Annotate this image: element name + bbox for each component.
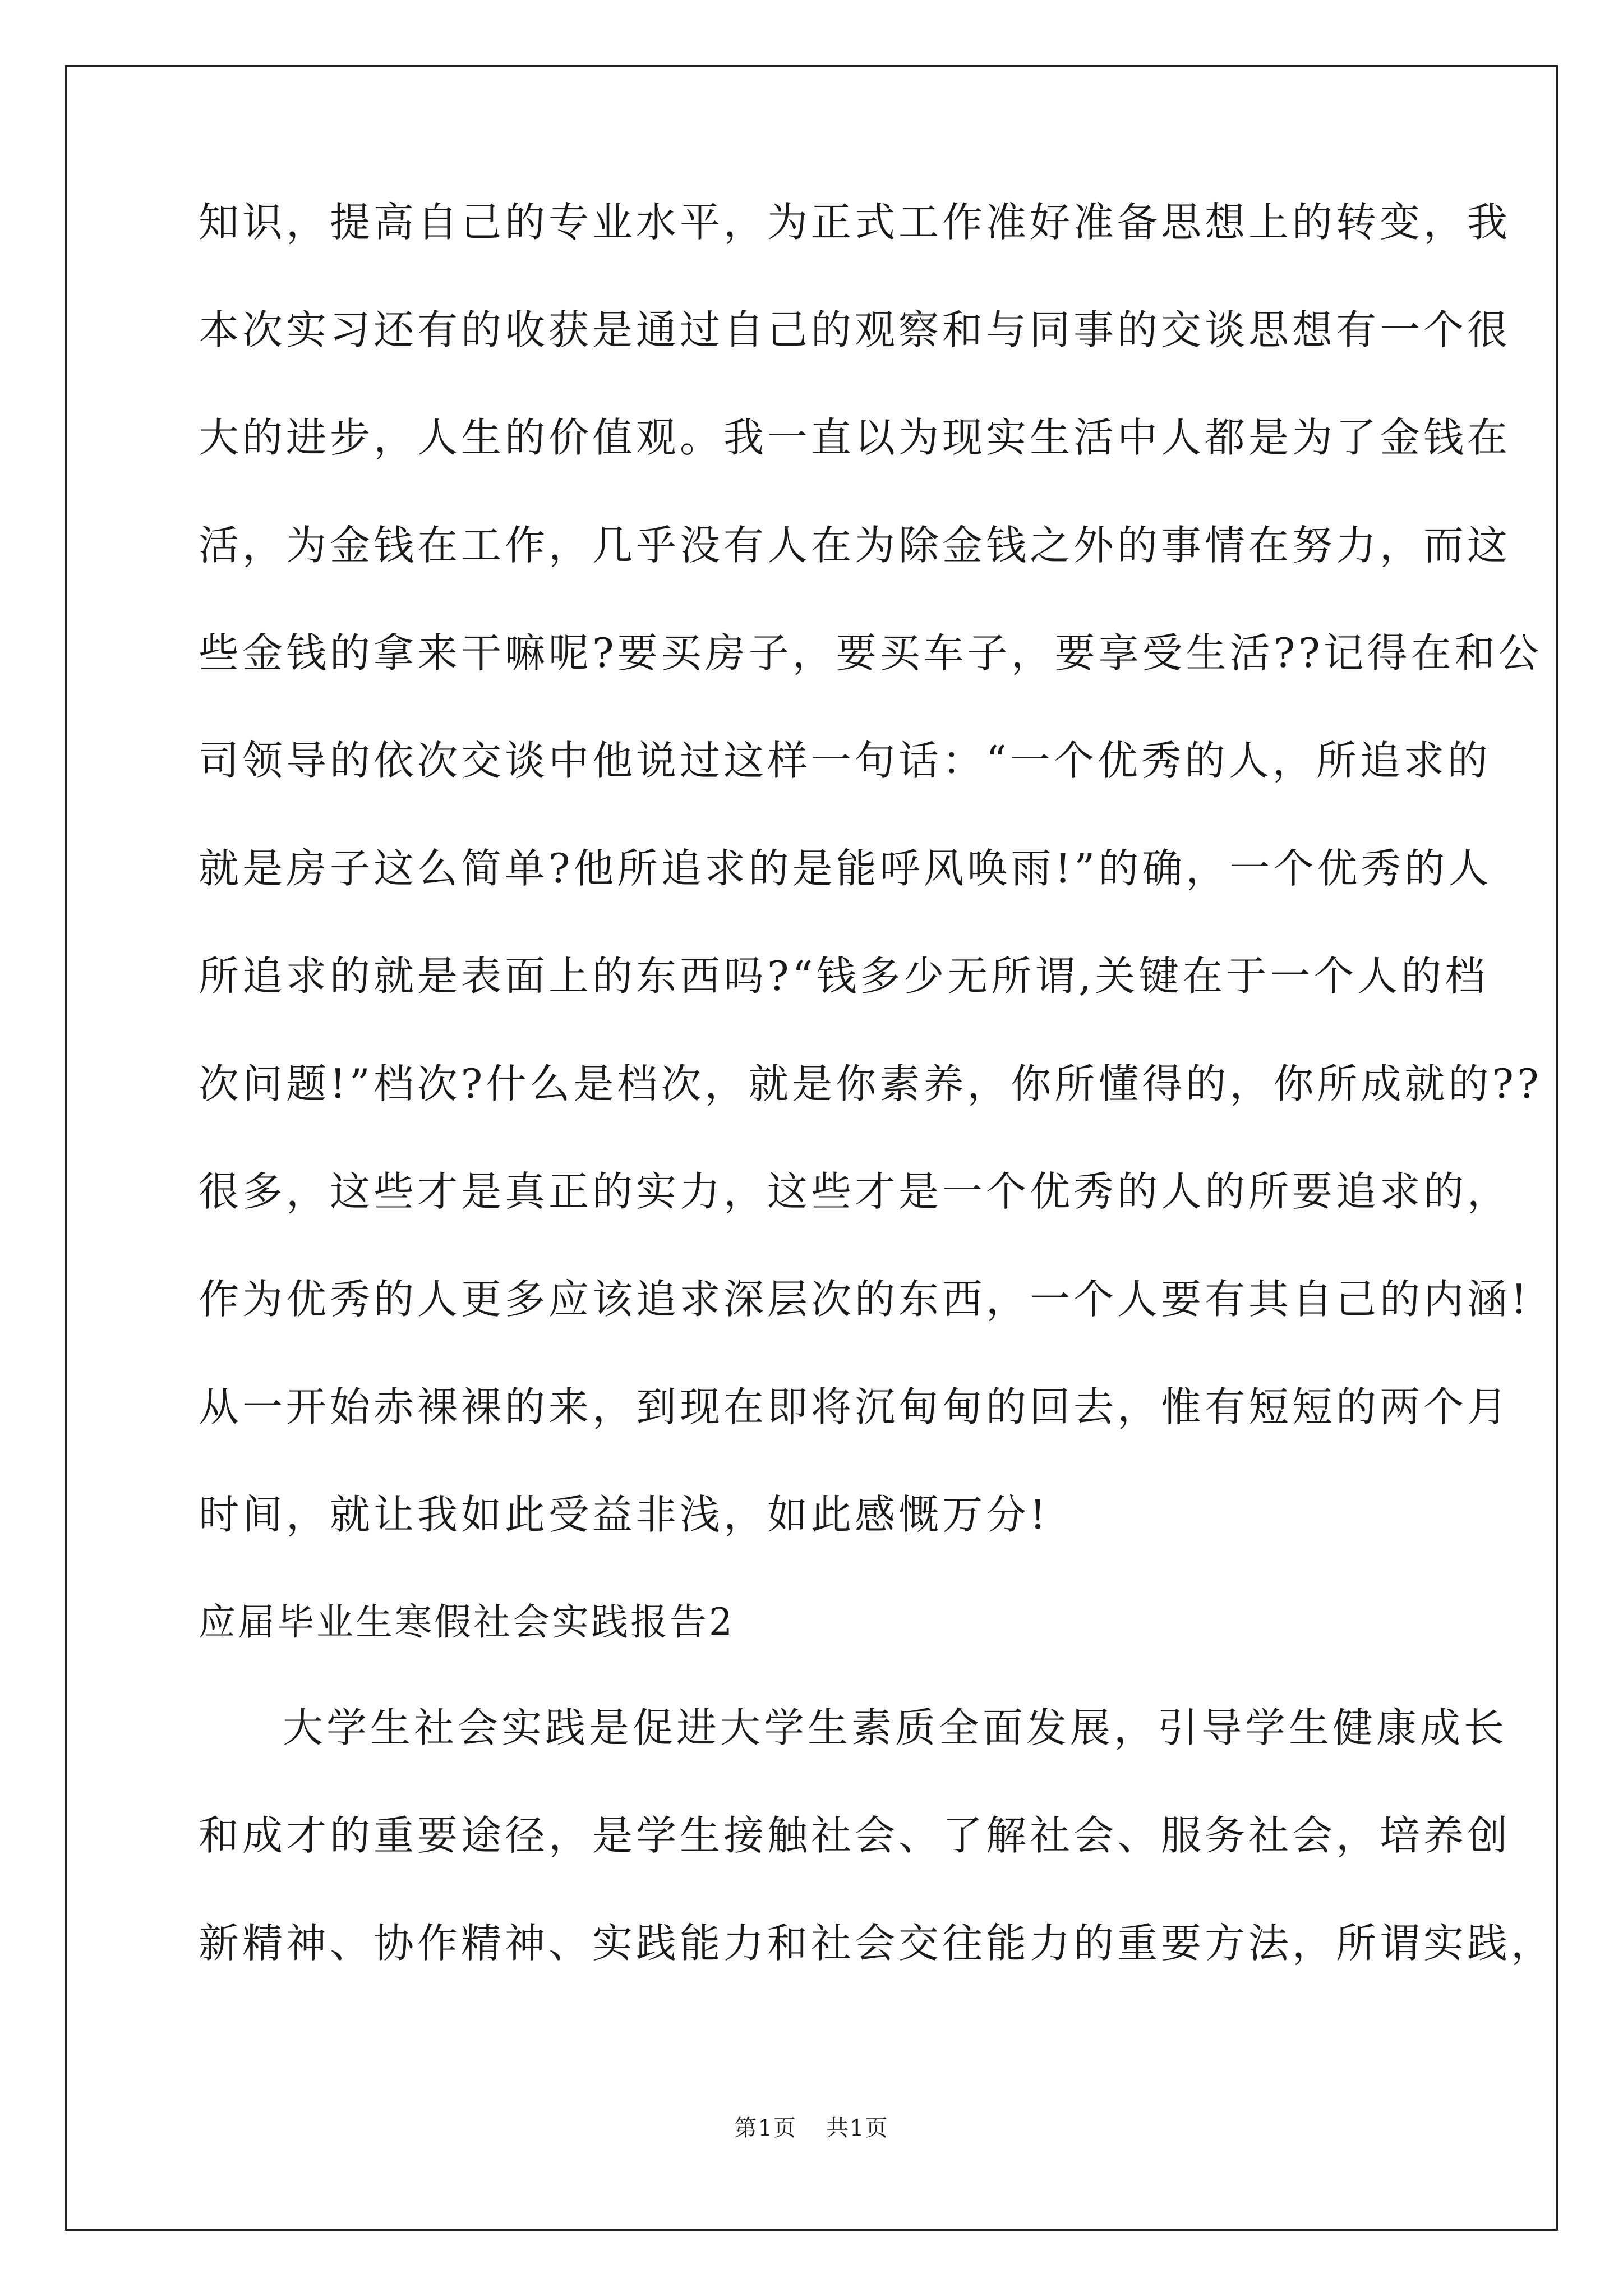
text-line: 新精神、协作精神、实践能力和社会交往能力的重要方法，所谓实践， bbox=[199, 1920, 1555, 1967]
text-line: 和成才的重要途径，是学生接触社会、了解社会、服务社会，培养创 bbox=[199, 1812, 1511, 1859]
text-line: 司领导的依次交谈中他说过这样一句话：“一个优秀的人，所追求的 bbox=[199, 737, 1491, 784]
text-line: 就是房子这么简单?他所追求的是能呼风唤雨!”的确，一个优秀的人 bbox=[199, 845, 1492, 892]
text-line: 些金钱的拿来干嘛呢?要买房子，要买车子，要享受生活??记得在和公 bbox=[199, 629, 1542, 677]
text-line: 时间，就让我如此受益非浅，如此感慨万分! bbox=[199, 1491, 1049, 1538]
document-body bbox=[199, 199, 1555, 2031]
text-line: 很多，这些才是真正的实力，这些才是一个优秀的人的所要追求的， bbox=[199, 1168, 1511, 1215]
text-line: 从一开始赤裸裸的来，到现在即将沉甸甸的回去，惟有短短的两个月 bbox=[199, 1383, 1511, 1430]
text-line: 次问题!”档次?什么是档次，就是你素养，你所懂得的，你所成就的?? bbox=[199, 1060, 1542, 1107]
text-line: 所追求的就是表面上的东西吗?“钱多少无所谓,关键在于一个人的档 bbox=[199, 953, 1489, 1000]
page-number: 第1页 bbox=[734, 2115, 797, 2141]
text-line: 活，为金钱在工作，几乎没有人在为除金钱之外的事情在努力，而这 bbox=[199, 522, 1511, 569]
text-line: 作为优秀的人更多应该追求深层次的东西，一个人要有其自己的内涵! bbox=[199, 1276, 1530, 1323]
text-line: 大的进步，人生的价值观。我一直以为现实生活中人都是为了金钱在 bbox=[199, 414, 1511, 461]
page-footer bbox=[0, 2115, 1623, 2142]
section-heading: 应届毕业生寒假社会实践报告2 bbox=[199, 1600, 735, 1644]
text-line: 本次实习还有的收获是通过自己的观察和与同事的交谈思想有一个很 bbox=[199, 306, 1511, 353]
total-pages: 共1页 bbox=[826, 2115, 889, 2141]
text-line: 知识，提高自己的专业水平，为正式工作准好准备思想上的转变，我 bbox=[199, 199, 1511, 246]
text-line: 大学生社会实践是促进大学生素质全面发展，引导学生健康成长 bbox=[283, 1704, 1508, 1751]
